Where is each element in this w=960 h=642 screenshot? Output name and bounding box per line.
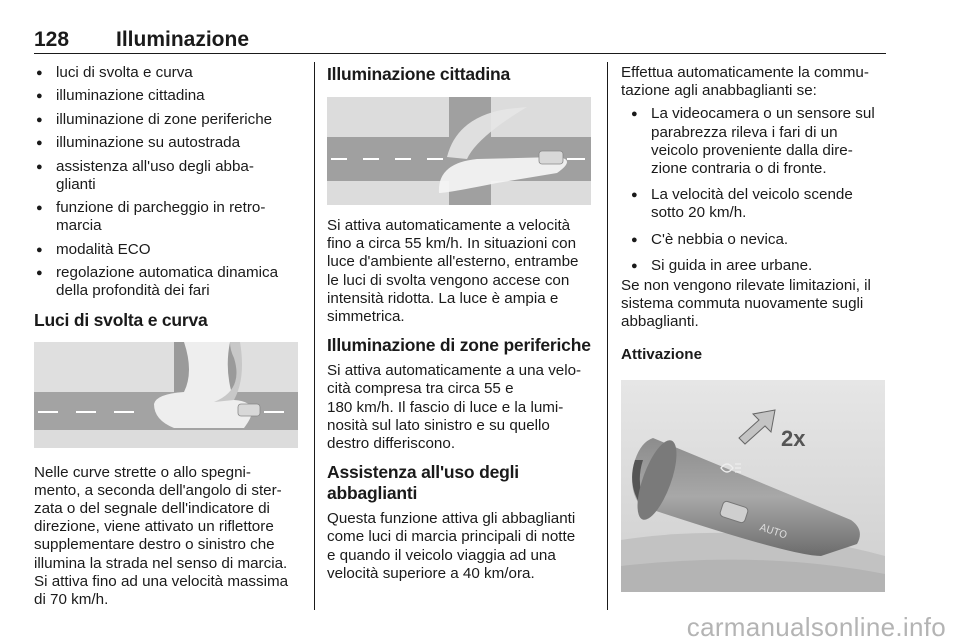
list-item: ● funzione di parcheggio in retro- marcia (34, 199, 299, 235)
list-item: ● regolazione automatica dinamica della profondità dei fari (34, 264, 299, 300)
stalk-illustration (621, 380, 885, 592)
conditions-list (621, 105, 886, 275)
section-title-curve-lights: Luci di svolta e curva (34, 309, 208, 330)
peripheral-lighting-body: Si attiva automaticamente a una velo- cità compresa tra circa 55 e 180 km/h. Il fascio di luce e la lumi- nosità sul lato sinistro e su quello destro differiscono. (327, 362, 582, 453)
section-title-peripheral-lighting: Illuminazione di zone periferiche (327, 335, 591, 356)
activation-figure (621, 380, 885, 592)
list-item: ● C'è nebbia o nevica. (629, 231, 886, 249)
column-1 (34, 62, 299, 609)
column-2 (327, 62, 592, 583)
page-number: 128 (34, 28, 70, 51)
city-road-illustration (327, 97, 591, 205)
list-item: ● modalità ECO (34, 241, 299, 259)
list-item: ● assistenza all'uso degli abba- glianti (34, 158, 299, 194)
city-lighting-figure (327, 97, 591, 205)
list-item: ● La videocamera o un sensore sul parabrezza rileva i fari di un veicolo proveniente dalla dire- zione contraria o di fronte. (629, 105, 886, 178)
curve-lights-body: Nelle curve strette o allo spegni- mento, a seconda dell'angolo di ster- zata o del segnale dell'indicatore di direzione, viene attivato un riflettore supplementare destro o sinistro che illumina la strada nel senso di marcia. Si attiva fino ad una velocità massima di 70 km/h. (34, 463, 289, 608)
curve-road-illustration (34, 342, 298, 448)
section-title-city-lighting: Illuminazione cittadina (327, 64, 511, 84)
list-item: ● illuminazione di zone periferiche (34, 111, 299, 129)
svg-text:AUTO: AUTO (758, 522, 789, 542)
column-3 (621, 62, 886, 592)
page-header (34, 28, 886, 54)
list-item: ● Si guida in aree urbane. (629, 257, 886, 275)
section-title-high-beam-assist: Assistenza all'uso degli abbaglianti (327, 462, 519, 504)
high-beam-resume-body: Se non vengono rilevate limitazioni, il sistema commuta nuovamente sugli abbaglianti. (621, 277, 871, 331)
chapter-title: Illuminazione (116, 28, 250, 51)
feature-list (34, 64, 299, 301)
activation-heading: Attivazione (621, 345, 703, 363)
high-beam-assist-body: Questa funzione attiva gli abbaglianti come luci di marcia principali di notte e quando il veicolo viaggia ad una velocità superiore a 40 km/ora. (327, 510, 576, 582)
curve-lights-figure (34, 342, 298, 448)
list-item: ● illuminazione cittadina (34, 87, 299, 105)
column-divider-1 (314, 62, 315, 610)
press-count-label: 2x (781, 425, 806, 451)
watermark: carmanualsonline.info (686, 612, 946, 642)
city-lighting-body: Si attiva automaticamente a velocità fino a circa 55 km/h. In situazioni con luce d'ambiente all'esterno, entrambe le luci di svolta vengono accese con intensità ridotta. La luce è ampia e simmetrica. (327, 217, 579, 326)
list-item: ● illuminazione su autostrada (34, 134, 299, 152)
high-beam-intro: Effettua automaticamente la commu- tazione agli anabbaglianti se: (621, 64, 869, 100)
column-divider-2 (607, 62, 608, 610)
list-item: ● La velocità del veicolo scende sotto 20 km/h. (629, 186, 886, 222)
list-item: ● luci di svolta e curva (34, 64, 299, 82)
